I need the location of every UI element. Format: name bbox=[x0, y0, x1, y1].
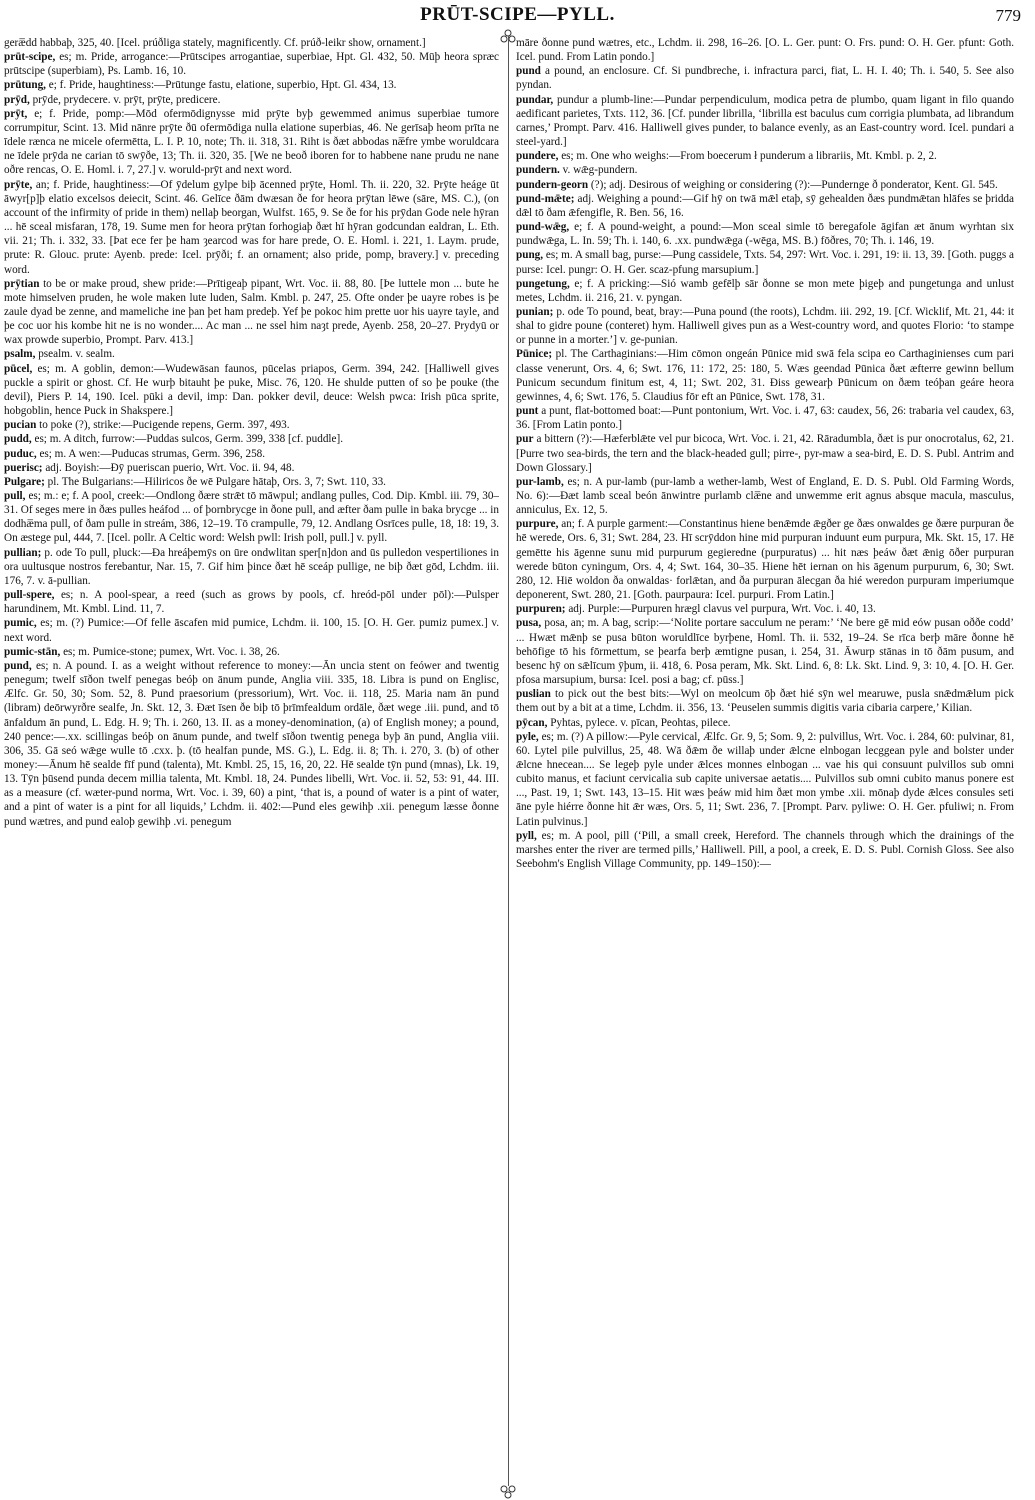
entry-text: e; f. A pricking:—Sió wamb gefēlþ sār ðonne se mon mete þigeþ and pungetunga and unlust metes, Lchdm. ii. 216, 21. v. pyngan. bbox=[516, 277, 1014, 304]
entry-text: adj. Purple:—Purpuren hrægl clavus vel purpura, Wrt. Voc. i. 40, 13. bbox=[568, 603, 876, 616]
headword: pȳcan, bbox=[516, 716, 548, 729]
dictionary-entry bbox=[516, 277, 1014, 305]
dictionary-entry bbox=[4, 447, 499, 461]
entry-text: p. ode To pull, pluck:—Ða hreáþemȳs on ūre ondwlitan sper[n]don and ūs pulledon vespertiliones in ora uultusque nostros ferebantur, Nar. 15, 7. Gif him þince ðæt hē sceáp pullige, ne biþ ðæt gōd, Lchdm. iii. 176, 7. v. ā-pullian. bbox=[4, 546, 499, 587]
headword: pudd, bbox=[4, 433, 32, 446]
headword: pusa, bbox=[516, 617, 542, 630]
entry-text: es; m. A pool, pill (‘Pill, a small creek, Hereford. The channels through which the drainings of the marshes enter the river are termed pills,’ Halliwell. Pill, a pool, a creek, E. D. S. Publ. Cornish Gloss. See also Seebohm's English Village Community, pp. 149–150):— bbox=[516, 829, 1014, 871]
page-header bbox=[0, 4, 1035, 28]
entry-text: es; m. (?) Pumice:—Of felle āscafen mid pumice, Lchdm. ii. 100, 15. [O. H. Ger. pumiz pumex.] v. next word. bbox=[4, 617, 499, 644]
headword: pundere, bbox=[516, 150, 559, 163]
dictionary-entry bbox=[516, 475, 1014, 517]
entry-text: pundur a plumb-line:—Pundar perpendiculum, modica petra de plumbo, quam ligant in filo quando aedificant parietes, Txts. 112, 36. [Cf. punder librilla, ‘librilla est baculus cum corrigia plumbata, ad librandum carnes,’ Prompt. Parv. 416. Halliwell gives punder, to balance evenly, as an East-country word. Icel. pundari a steel-yard.] bbox=[516, 93, 1014, 149]
dictionary-entry bbox=[516, 347, 1014, 404]
headword: pūcel, bbox=[4, 362, 33, 375]
dictionary-entry bbox=[516, 192, 1014, 220]
column-divider bbox=[508, 36, 509, 1486]
dictionary-entry bbox=[516, 220, 1014, 248]
entry-text: an; f. A purple garment:—Constantinus hiene benǣmde ǣgðer ge ðæs onwaldes ge ðære purpuran ðe hē werede, Ors. 6, 31; Swt. 284, 23. Hī scrȳddon hine mid purpuran induunt eum purpura, Mk. Skt. 15, 17. Hē gemētte his āgenne sunu mid purpurum gegieredne (purpuratus) ... hit næs þeáw ðæt ǣnig ōðer purpuran werede būton cyningum, Ors. 4, 4; Swt. 164, 30–35. Hiene hēt iernan on his āgenum purpurum, 6, 30; Swt. 280, 12. Hiē woldon ða onwaldas· forlǣtan, and ða purpuran ālecgan ða hié weredon purpuram imperiumque deponerent, Swt. 280, 21. [Goth. paurpaura: Icel. purpuri. From Latin.] bbox=[516, 518, 1014, 602]
entry-text: (?); adj. Desirous of weighing or considering (?):—Pundernge ð ponderator, Kent. Gl. 545. bbox=[590, 178, 998, 191]
headword: pyll, bbox=[516, 829, 537, 842]
dictionary-entry bbox=[4, 588, 499, 616]
headword: pungetung, bbox=[516, 277, 570, 290]
entry-text: es; m. (?) A pillow:—Pyle cervical, Ælfc. Gr. 9, 5; Som. 9, 2: pulvillus, Wrt. Voc. i. 284, 60: pulvinar, 81, 60. Lytel pile pulvillus, 25, 48. Wā ðǣm ðe willaþ under ǣlcne elnbogan lecggean pyle and bolster under ǣlcne hnecean.... Se legeþ pyle under ǣlces monnes elnbogan ... vae his qui consuunt pulvillos sub omni cubito manus, et faciunt cervicalia sub capite universae aetatis.... Pulvillos sub omni cubito manus ponere est ..., Past. 19, 1; Swt. 143, 13–15. Hit wæs þeáw mid him ðæt mon ymbe .xii. mōnaþ dyde ǣlces consules seti āne pyle hiérre ðonne hit ǣr wæs, Ors. 5, 11; Swt. 236, 7. [Prompt. Parv. pyliwe: O. H. Ger. pfuliwi; n. From Latin pulvinus.] bbox=[516, 730, 1014, 828]
dictionary-entry bbox=[4, 93, 499, 107]
entry-text: an; f. Pride, haughtiness:—Of ȳdelum gylpe biþ ācenned prȳte, Homl. Th. ii. 220, 32. Prȳte heáge ūt āwyr[p]þ elatio excelsos deiecit, Scint. 46. Gelīce ðām dwæsan ðe for heora prȳtan lēwe (sāre, MS. C.), (on account of the infirmity of pride in them) nellaþ beorgan, Wulfst. 165, 9. Se ðe for his prȳdan Gode nele hȳran ... hē sceal misfaran, 178, 19. Sume men for heora prȳtan forhogiaþ ðæt hī hȳran godcundan ealdran, L. Eth. vii. 21; Th. i. 332, 33. [Þat ece fer þe ham ȝearcod was for hare prede, O. E. Homl. i. 221, 1. Laym. prude, prute: R. Glouc. prute: Ayenb. prede: Icel. prȳði; f. an ornament; also pride, pomp, bravery.] v. preceding word. bbox=[4, 178, 499, 276]
entry-text: a punt, flat-bottomed boat:—Punt pontonium, Wrt. Voc. i. 47, 63: caudex, 56, 26: trabaria vel caudex, 63, 36. [From Latin ponto.] bbox=[516, 405, 1014, 432]
headword: pumic-stān, bbox=[4, 645, 61, 658]
dictionary-entry bbox=[4, 432, 499, 446]
entry-text: adj. Weighing a pound:—Gif hȳ on twā mǣl etaþ, sȳ gehealden ðæs pundmǣtan hlāfes se þridda dǣl tō ðam ǣfengifle, R. Ben. 56, 16. bbox=[516, 192, 1014, 219]
dictionary-entry bbox=[4, 347, 499, 361]
dictionary-entry bbox=[516, 616, 1014, 687]
entry-text: prȳde, prydecere. v. prȳt, prȳte, predicere. bbox=[32, 93, 221, 106]
headword: pundern. bbox=[516, 164, 560, 177]
dictionary-entry bbox=[516, 602, 1014, 616]
dictionary-entry bbox=[4, 659, 499, 829]
entry-text: es; n. A pool-spear, a reed (such as grows by pools, cf. hreód-pōl under pōl):—Pulsper harundinem, Mt. Kmbl. Lind. 11, 7. bbox=[4, 589, 499, 616]
headword: prȳtian bbox=[4, 277, 40, 290]
entry-text: māre ðonne pund wætres, etc., Lchdm. ii. 298, 16–26. [O. L. Ger. punt: O. Frs. pund: O. H. Ger. pfunt: Goth. Icel. pund. From Latin pondo.] bbox=[516, 37, 1014, 64]
headword: pur bbox=[516, 433, 534, 446]
dictionary-entry bbox=[4, 36, 499, 50]
headword: punt bbox=[516, 405, 539, 418]
headword: puslian bbox=[516, 688, 551, 701]
dictionary-entry bbox=[516, 716, 1014, 730]
ornament-bottom-icon bbox=[499, 1482, 517, 1500]
headword: punian; bbox=[516, 305, 554, 318]
headword: prȳte, bbox=[4, 178, 33, 191]
entry-text: es; n. A pound. I. as a weight without reference to money:—Ān uncia stent on feówer and twentig penegum; twelf sīðon twelf penegas beóþ on ānum punde, Anglia viii. 335, 18. Libra is pund on Englisc, Ælfc. Gr. 50, 30; Som. 52, 8. Pund praesorium (pressorium), Wrt. Voc. ii. 118, 25. Maria nam ān pund (libram) deōrwyrðre sealfe, Jn. Skt. 12, 3. Ðæt īsen ðe biþ tō þrīmfealdum ordāle, ðæt wege .iii. pund, and tō ānfaldum ān pund, L. Edg. H. 9; Th. i. 260, 13. II. as a money-denomination, (a) of English money; a pound, 240 pence:—.xx. scillingas beóþ on ānum punde, and twelf sīðon twentig penega byþ ān pund, Anglia viii. 306, 35. Gā seó wǣge wulle tō .cxx. þ. (tō healfan punde, MS. G.), L. Edg. ii. 8; Th. i. 270, 3. (b) of other money:—Ānum hē sealde fīf pund (talenta), Mt. Kmbl. 25, 15, 16, 20, 22. Hē sealde tȳn pund (mnas), Lk. 19, 13. Tȳn þūsend punda decem millia talenta, Mt. Kmbl. 18, 24. Pundes libelli, Wrt. Voc. ii. 52, 53: 91, 44. III. as a measure (cf. wæter-pund norma, Wrt. Voc. i. 39, 60) a pint, ‘that is, a pound of water is a pint of water, and a pint of water is a pint for all liquids,’ Lchdm. ii. 402:—Pund eles gewihþ .xii. penegum læsse ðonne pund wætres, and pund ealoþ gewihþ .vi. penegum bbox=[4, 659, 499, 828]
entry-text: a bittern (?):—Hæferblǣte vel pur bicoca, Wrt. Voc. i. 21, 42. Rāradumbla, ðæt is pur onocrotalus, 62, 21. [Purre two sea-birds, the tern and the black-headed gull; pirre-, pyr-maw a sea-bird, E. D. S. Publ. Antrim and Down Glossary.] bbox=[516, 433, 1014, 474]
dictionary-entry bbox=[4, 178, 499, 277]
dictionary-entry bbox=[516, 248, 1014, 276]
entry-text: Pyhtas, pylece. v. pīcan, Peohtas, pilece. bbox=[550, 716, 731, 729]
dictionary-entry bbox=[4, 616, 499, 644]
headword: pund-wǣg, bbox=[516, 221, 570, 234]
dictionary-entry bbox=[4, 489, 499, 546]
dictionary-entry bbox=[516, 36, 1014, 64]
dictionary-entry bbox=[4, 78, 499, 92]
dictionary-entry bbox=[4, 645, 499, 659]
dictionary-entry bbox=[516, 93, 1014, 150]
entry-text: es; m. A wen:—Puducas strumas, Germ. 396, 258. bbox=[39, 447, 266, 460]
dictionary-entry bbox=[4, 546, 499, 588]
headword: Pulgare; bbox=[4, 475, 45, 488]
headword: pund, bbox=[4, 659, 32, 672]
headword: prūtung, bbox=[4, 79, 46, 92]
entry-text: to be or make proud, shew pride:—Prītigeaþ pipant, Wrt. Voc. ii. 88, 80. [Þe luttele mon ... bute he mote himselven pruden, he wole maken lute luden, Salm. Kmbl. p. 247, 25. Ofte onder þe uayre robes is þe zaule dyad be zenne, and mameliche ine þan þet ham predeþ. Yef þe pokoc him prette uor his uayre tayle, and þe coc uor his kombe hit ne is no wonder.... Ac man ... ne ssel him naȝt prede, Ayenb. 258, 20–27. Prydyū or wax prowde superbio, Prompt. Parv. 413.] bbox=[4, 277, 499, 347]
dictionary-entry bbox=[4, 107, 499, 178]
entry-text: e; f. A pound-weight, a pound:—Mon sceal simle tō beregafole āgifan æt ānum wyrhtan six pundwǣga, L. In. 59; Th. i. 140, 6. .xx. pundwǣga (-wēga, MS. B.) fōðres, 70; Th. i. 146, 19. bbox=[516, 221, 1014, 248]
entry-text: e; f. Pride, haughtiness:—Prūtunge fastu, elatione, superbio, Hpt. Gl. 434, 13. bbox=[48, 79, 397, 92]
dictionary-entry bbox=[4, 362, 499, 419]
headword: puduc, bbox=[4, 447, 37, 460]
dictionary-entry bbox=[516, 829, 1014, 871]
headword: prȳd, bbox=[4, 93, 30, 106]
headword: prūt-scipe, bbox=[4, 51, 56, 64]
entry-text: pl. The Carthaginians:—Him cōmon ongeán Pūnice mid swā fela scipa eo Carthaginienses cum pari classe venerunt, Ors. 4, 6; Swt. 176, 11: 172, 25: 180, 5. Wæs geendad Pūnica ðæt æfterre gewinn bellum Punicum secundum finitum est, 4, 11; Swt. 202, 31. Ðiss gewearþ Pūnicum on ðæm teóþan geáre heora gewinnes, 4, 6; Swt. 176, 5. Claudius fōr eft an Pūnice, Swt. 178, 31. bbox=[516, 348, 1014, 403]
dictionary-entry bbox=[4, 418, 499, 432]
dictionary-entry bbox=[516, 64, 1014, 92]
dictionary-entry bbox=[516, 404, 1014, 432]
headword: psalm, bbox=[4, 348, 36, 361]
headword: pundar, bbox=[516, 93, 554, 106]
left-column bbox=[4, 36, 499, 1486]
entry-text: p. ode To pound, beat, bray:—Puna pound (the roots), Lchdm. iii. 292, 19. [Cf. Wicklif, Mt. 21, 44: it shal to gidre poune (conteret) hym. Halliwell gives pun as a West-country word, and quotes Florio: ‘to stampe or punne in a morter.’] v. ge-punian. bbox=[516, 305, 1014, 347]
headword: Pūnice; bbox=[516, 348, 553, 361]
headword: pund bbox=[516, 65, 541, 78]
running-head: PRŪT-SCIPE—PYLL. bbox=[420, 4, 615, 25]
headword: prȳt, bbox=[4, 107, 28, 120]
headword: puerisc; bbox=[4, 461, 43, 474]
headword: pund-mǣte; bbox=[516, 192, 575, 205]
dictionary-entry bbox=[4, 277, 499, 348]
headword: purpure, bbox=[516, 518, 559, 531]
headword: pull, bbox=[4, 490, 26, 502]
entry-text: es; n. A pur-lamb (pur-lamb a wether-lamb, West of England, E. D. S. Publ. Old Farming Words, No. 6):—Ðæt lamb sceal beón ānwintre purlamb clæ̅ne and unwemme erit agnus absque macula, masculus, anniculus, Ex. 12, 5. bbox=[516, 475, 1014, 517]
dictionary-entry bbox=[516, 432, 1014, 474]
dictionary-entry bbox=[4, 475, 499, 489]
headword: pundern-georn bbox=[516, 178, 589, 191]
headword: purpuren; bbox=[516, 603, 566, 616]
entry-text: es; m. A small bag, purse:—Pung cassidele, Txts. 54, 297: Wrt. Voc. i. 291, 19: ii. 13, 39. [Goth. puggs a purse: Icel. pungr: O. H. Ger. scaz-pfung marsupium.] bbox=[516, 249, 1014, 276]
dictionary-entry bbox=[516, 149, 1014, 163]
dictionary-entry bbox=[516, 687, 1014, 715]
headword: pucian bbox=[4, 419, 37, 432]
entry-text: geræ̅dd habbaþ, 325, 40. [Icel. prúðliga stately, magnificently. Cf. prúð-leikr show, ornament.] bbox=[4, 37, 426, 49]
right-column bbox=[516, 36, 1014, 1486]
entry-text: es; m. One who weighs:—From boecerum ł punderum a librariis, Mt. Kmbl. p. 2, 2. bbox=[561, 150, 937, 163]
dictionary-entry bbox=[516, 163, 1014, 177]
entry-text: es; m. Pride, arrogance:—Prūtscipes arrogantiae, superbiae, Hpt. Gl. 432, 50. Mūþ heora spræc prūtscipe (superbiam), Ps. Lamb. 16, 10. bbox=[4, 51, 499, 78]
headword: pull-spere, bbox=[4, 589, 55, 602]
dictionary-entry bbox=[516, 517, 1014, 602]
dictionary-entry bbox=[516, 730, 1014, 829]
entry-text: psealm. v. sealm. bbox=[38, 348, 115, 361]
entry-text: es; m. A goblin, demon:—Wudewāsan faunos, pūcelas priapos, Germ. 394, 242. [Halliwell gives puckle a spirit or ghost. Cf. He wurþ bitauht þe puke, Misc. 76, 120. He shulde putten of so þe pouke (the devil), Piers P. 14, 190. Icel. pūki a devil, imp: Dan. pokker devil, deuce: Welsh pwca: Irish pūca sprite, hobgoblin, hence Puck in Shakspere.] bbox=[4, 362, 499, 418]
entry-text: adj. Boyish:—Ðȳ pueriscan puerio, Wrt. Voc. ii. 94, 48. bbox=[45, 461, 295, 474]
dictionary-entry bbox=[4, 461, 499, 475]
entry-text: to pick out the best bits:—Wyl on meolcum ōþ ðæt hié sȳn wel mearuwe, pusla snǣdmǣlum pick them out by a bit at a time, Lchdm. ii. 356, 13. ‘Peuselen summis digitis varia cibaria carpere,’ Kilian. bbox=[516, 688, 1014, 715]
dictionary-entry bbox=[4, 50, 499, 78]
headword: pur-lamb, bbox=[516, 475, 564, 488]
page-number: 779 bbox=[995, 6, 1021, 25]
entry-text: pl. The Bulgarians:—Hiliricos ðe wē Pulgare hātaþ, Ors. 3, 7; Swt. 110, 33. bbox=[47, 475, 386, 488]
headword: pyle, bbox=[516, 730, 539, 743]
entry-text: es; m. Pumice-stone; pumex, Wrt. Voc. i. 38, 26. bbox=[63, 645, 280, 658]
entry-text: v. wǣg-pundern. bbox=[562, 164, 638, 177]
headword: pung, bbox=[516, 249, 544, 262]
entry-text: es; m.: e; f. A pool, creek:—Ondlong ðære strǣt tō māwpul; andlang pulles, Cod. Dip. Kmbl. iii. 79, 30–31. Of seges mere in ðæs pulles heáfod ... of þornbrycge in ðone pull, and æfter ðam pulle in baka brycge ... in dodhæ̅ma pull, of ðam pulle in streám, 386, 12–19. Tō crampulle, 79, 12. Andlang Osrīces pulle, 18, 18: 19, 3. On æstege pul, 444, 7. [Icel. pollr. A Celtic word: Welsh pwll: Irish poll, pull.] v. pyll. bbox=[4, 490, 499, 545]
entry-text: posa, an; m. A bag, scrip:—‘Nolite portare sacculum ne peram:’ ‘Ne bere gē mid eów pusan oððe codd’ ... Hwæt mǣnþ se pusa būton woruldlīce byrþene, Homl. Th. ii. 532, 19–24. Se rīca berþ māre ðonne hē behōfige tō his fōrmettum, se þearfa berþ æmtigne pusan, i. 254, 31. Āwurp stānas in tō ðām pusum, and besenc hȳ on sǣlīcum ȳþum, ii. 418, 6. Posa peram, Mk. Skt. Lind. 6, 8: Lk. Skt. Lind. 9, 3: 10, 4. [O. H. Ger. pfosa marsupium, bursa: Icel. posi a bag; cf. pūss.] bbox=[516, 617, 1014, 687]
dictionary-entry bbox=[516, 178, 1014, 192]
entry-text: e; f. Pride, pomp:—Mōd ofermōdignysse mid prȳte byþ gewemmed animus superbiae tumore corrumpitur, Scint. 13. Mid nānre prȳte ðū ofermōdiga nulla elatione superbias, 46. Ne gerīsaþ heom prīta ne īdele rænca ne micele ofermētta, L. I. P. 10, note; Th. ii. 318, 31. Riht is ðæt abbodas næ̅fre ymbe woruldcara ne īdele prȳda ne carian tō swȳðe, 13; Th. ii. 320, 35. [We ne beoð iboren for to habbene nane prudu ne nane oðre rencas, O. E. Homl. i. 7, 27.] v. woruld-prȳt and next word. bbox=[4, 107, 499, 177]
entry-text: to poke (?), strike:—Pucigende repens, Germ. 397, 493. bbox=[39, 419, 290, 432]
entry-text: a pound, an enclosure. Cf. Si pundbreche, i. infractura parci, fiat, L. H. I. 40; Th. i. 540, 5. See also pyndan. bbox=[516, 65, 1014, 92]
headword: pumic, bbox=[4, 617, 37, 630]
dictionary-entry bbox=[516, 305, 1014, 347]
headword: pullian; bbox=[4, 546, 42, 559]
entry-text: es; m. A ditch, furrow:—Puddas sulcos, Germ. 399, 338 [cf. puddle]. bbox=[34, 433, 344, 446]
